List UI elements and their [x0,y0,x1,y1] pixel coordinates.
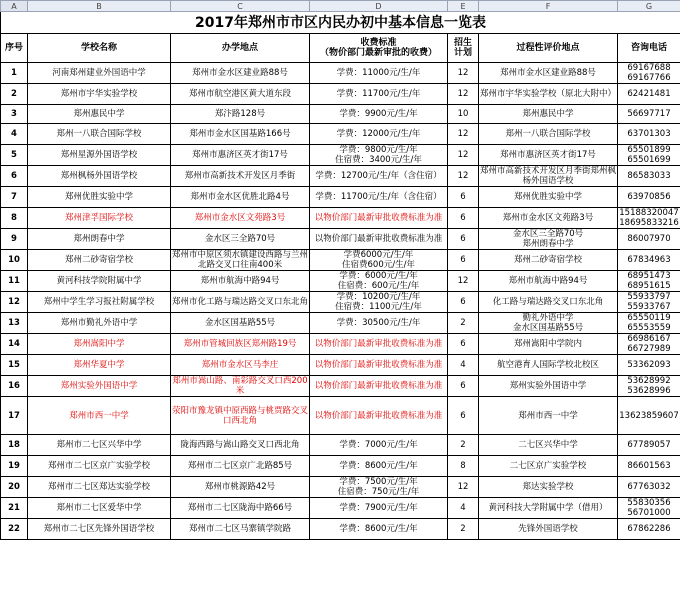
header-cell-phone[interactable]: 咨询电话 [618,34,680,63]
fee-standard-cell[interactable]: 以物价部门最新审批收费标准为准 [310,334,448,355]
enrollment-plan-cell[interactable]: 6 [448,250,479,271]
table-row [1,63,680,84]
school-name-cell[interactable]: 郑州中学生学习报社附属学校 [28,292,171,313]
school-address-cell[interactable]: 郑州市桃源路42号 [171,477,310,498]
row-number-cell[interactable]: 6 [1,166,28,187]
row-number-cell[interactable]: 3 [1,105,28,124]
enrollment-plan-cell[interactable]: 2 [448,519,479,540]
fee-standard-cell[interactable]: 学费：11000元/生/年 [310,63,448,84]
evaluation-location-cell[interactable]: 勤礼外语中学 金水区国基路55号 [479,313,618,334]
table-row [1,313,680,334]
evaluation-location-cell[interactable]: 航空港育人国际学校北校区 [479,355,618,376]
fee-standard-cell[interactable]: 学费：7900元/生/年 [310,498,448,519]
header-cell-plan[interactable]: 招生 计划 [448,34,479,63]
enrollment-plan-cell[interactable]: 12 [448,271,479,292]
school-name-cell[interactable]: 郑州津孚国际学校 [28,208,171,229]
enrollment-plan-cell[interactable]: 2 [448,435,479,456]
table-title[interactable]: 2017年郑州市市区内民办初中基本信息一览表 [1,12,680,34]
row-number-cell[interactable]: 18 [1,435,28,456]
evaluation-location-cell[interactable]: 郑州市高新技术开发区月季街郑州枫杨外国语学校 [480,166,617,186]
row-number-cell[interactable]: 17 [1,397,28,435]
row-number-cell[interactable]: 16 [1,376,28,397]
phone-number-cell[interactable]: 86583033 [618,166,680,187]
enrollment-plan-cell[interactable]: 6 [448,292,479,313]
column-letter-a[interactable]: A [1,1,28,12]
fee-standard-cell[interactable]: 学费：8600元/生/年 [310,519,448,540]
school-name-cell[interactable]: 郑州朗春中学 [28,229,171,250]
column-letter-g[interactable]: G [618,1,680,12]
evaluation-location-cell[interactable]: 郑州优胜实验中学 [479,187,618,208]
evaluation-location-cell[interactable]: 郑州市宇华实验学校（原北大附中） [479,84,618,105]
school-address-cell[interactable]: 陇海西路与嵩山路交叉口西北角 [171,435,310,456]
enrollment-plan-cell[interactable]: 6 [448,229,479,250]
evaluation-location-cell[interactable]: 二七区兴华中学 [479,435,618,456]
title-row [1,12,680,34]
table-row [1,229,680,250]
school-address-cell[interactable]: 郑州市金水区国基路166号 [171,124,310,145]
phone-number-cell[interactable]: 86601563 [618,456,680,477]
evaluation-location-cell[interactable]: 郑州一八联合国际学校 [479,124,618,145]
school-name-cell[interactable]: 郑州市二七区爱华中学 [28,498,171,519]
table-row [1,271,680,292]
row-number-cell[interactable]: 11 [1,271,28,292]
school-name-cell[interactable]: 郑州市宇华实验学校 [28,84,171,105]
enrollment-plan-cell[interactable]: 12 [448,124,479,145]
enrollment-plan-cell[interactable]: 6 [448,187,479,208]
enrollment-plan-cell[interactable]: 12 [448,166,479,187]
fee-standard-cell[interactable]: 学费：30500元/生/年 [310,313,448,334]
phone-number-cell[interactable]: 67789057 [618,435,680,456]
column-letter-e[interactable]: E [448,1,479,12]
row-number-cell[interactable]: 7 [1,187,28,208]
table-row [1,166,680,187]
fee-standard-cell[interactable]: 学费：11700元/生/年 [310,84,448,105]
school-address-cell[interactable]: 郑州市化工路与瑞达路交叉口东北角 [171,292,310,313]
school-name-cell[interactable]: 郑州华夏中学 [28,355,171,376]
evaluation-location-cell[interactable]: 郑州实验外国语中学 [479,376,618,397]
row-number-cell[interactable]: 2 [1,84,28,105]
phone-number-cell[interactable]: 53362093 [618,355,680,376]
enrollment-plan-cell[interactable]: 12 [448,477,479,498]
phone-number-cell[interactable]: 13623859607 [618,397,680,435]
enrollment-plan-cell[interactable]: 12 [448,145,479,166]
fee-standard-cell[interactable]: 以物价部门最新审批收费标准为准 [310,376,448,397]
fee-standard-cell[interactable]: 学费：7500元/生/年 住宿费：750元/生/年 [310,477,448,498]
row-number-cell[interactable]: 13 [1,313,28,334]
school-address-cell[interactable]: 郑州市惠济区英才街17号 [171,145,310,166]
fee-standard-cell[interactable]: 学费6000元/生/年 住宿费600元/生/年 [310,250,448,271]
fee-standard-cell[interactable]: 学费：7000元/生/年 [310,435,448,456]
row-number-cell[interactable]: 19 [1,456,28,477]
table-row [1,355,680,376]
evaluation-location-cell[interactable]: 郑州市航海中路94号 [479,271,618,292]
enrollment-plan-cell[interactable]: 12 [448,63,479,84]
header-row [1,34,680,63]
phone-number-cell[interactable]: 56697717 [618,105,680,124]
table-row [1,84,680,105]
phone-number-cell[interactable]: 15188320047 18695833216 [619,208,679,228]
table-row [1,334,680,355]
enrollment-plan-cell[interactable]: 6 [448,397,479,435]
fee-standard-cell[interactable]: 学费：8600元/生/年 [310,456,448,477]
table-row [1,456,680,477]
evaluation-location-cell[interactable]: 二七区京广实验学校 [479,456,618,477]
row-number-cell[interactable]: 15 [1,355,28,376]
row-number-cell[interactable]: 8 [1,208,28,229]
column-letter-c[interactable]: C [171,1,310,12]
fee-standard-cell[interactable]: 学费：11700元/生/年（含住宿） [310,187,448,208]
fee-standard-cell[interactable]: 学费：6000元/生/年 住宿费：600元/生/年 [310,271,448,292]
enrollment-plan-cell[interactable]: 12 [448,84,479,105]
row-number-cell[interactable]: 21 [1,498,28,519]
table-row [1,187,680,208]
fee-standard-cell[interactable]: 学费：12000元/生/年 [310,124,448,145]
school-address-cell[interactable]: 郑汴路128号 [171,105,310,124]
row-number-cell[interactable]: 5 [1,145,28,166]
enrollment-plan-cell[interactable]: 4 [448,498,479,519]
table-row [1,292,680,313]
evaluation-location-cell[interactable]: 郑州市西一中学 [479,397,618,435]
enrollment-plan-cell[interactable]: 4 [448,355,479,376]
school-name-cell[interactable]: 郑州市二七区兴华中学 [28,435,171,456]
row-number-cell[interactable]: 10 [1,250,28,271]
phone-number-cell[interactable]: 67834963 [618,250,680,271]
evaluation-location-cell[interactable]: 先锋外国语学校 [479,519,618,540]
row-number-cell[interactable]: 9 [1,229,28,250]
fee-standard-cell[interactable]: 学费：9800元/生/年 住宿费：3400元/生/年 [310,145,448,166]
header-cell-id[interactable]: 序号 [1,34,28,63]
evaluation-location-cell[interactable]: 郑州惠民中学 [479,105,618,124]
phone-number-cell[interactable]: 53628992 53628996 [618,376,680,397]
phone-number-cell[interactable]: 67763032 [618,477,680,498]
fee-standard-cell[interactable]: 以物价部门最新审批收费标准为准 [310,355,448,376]
school-name-cell[interactable]: 郑州枫杨外国语学校 [28,166,171,187]
row-number-cell[interactable]: 14 [1,334,28,355]
school-address-cell[interactable]: 郑州市二七区陇海中路66号 [171,498,310,519]
school-address-cell[interactable]: 郑州市中原区须水镇建设西路与兰州北路交叉口往南400米 [172,250,309,270]
school-name-cell[interactable]: 郑州惠民中学 [28,105,171,124]
row-number-cell[interactable]: 12 [1,292,28,313]
evaluation-location-cell[interactable]: 郑州市惠济区英才街17号 [479,145,618,166]
phone-number-cell[interactable]: 65501899 65501699 [618,145,680,166]
phone-number-cell[interactable]: 68951473 68951615 [618,271,680,292]
enrollment-plan-cell[interactable]: 2 [448,313,479,334]
school-address-cell[interactable]: 郑州市金水区建业路88号 [171,63,310,84]
school-name-cell[interactable]: 郑州星源外国语学校 [28,145,171,166]
school-name-cell[interactable]: 郑州市二七区京广实验学校 [28,456,171,477]
school-address-cell[interactable]: 郑州市嵩山路、南彩路交叉口西200米 [172,376,308,396]
enrollment-plan-cell[interactable]: 10 [448,105,479,124]
school-name-cell[interactable]: 郑州实验外国语中学 [28,376,171,397]
phone-number-cell[interactable]: 66986167 66727989 [618,334,680,355]
evaluation-location-cell[interactable]: 黄河科技大学附属中学（借用） [479,498,618,519]
school-name-cell[interactable]: 郑州市勤礼外语中学 [28,313,171,334]
phone-number-cell[interactable]: 86007970 [618,229,680,250]
evaluation-location-cell[interactable]: 金水区三全路70号 郑州朗春中学 [479,229,618,250]
school-name-cell[interactable]: 郑州市西一中学 [28,397,171,435]
school-name-cell[interactable]: 郑州一八联合国际学校 [28,124,171,145]
table-row [1,397,680,435]
fee-standard-cell[interactable]: 学费：10200元/生/年 住宿费：1100元/生/年 [310,292,448,313]
row-number-cell[interactable]: 20 [1,477,28,498]
school-address-cell[interactable]: 郑州市管城回族区郑州路19号 [171,334,310,355]
school-name-cell[interactable]: 黄河科技学院附属中学 [28,271,171,292]
evaluation-location-cell[interactable]: 郑州市金水区建业路88号 [479,63,618,84]
fee-standard-cell[interactable]: 以物价部门最新审批收费标准为准 [310,229,448,250]
school-address-cell[interactable]: 金水区国基路55号 [171,313,310,334]
row-number-cell[interactable]: 4 [1,124,28,145]
fee-standard-cell[interactable]: 学费：12700元/生/年（含住宿） [310,166,448,187]
school-name-cell[interactable]: 郑州优胜实验中学 [28,187,171,208]
phone-number-cell[interactable]: 63970856 [618,187,680,208]
enrollment-plan-cell[interactable]: 6 [448,208,479,229]
header-cell-fee[interactable]: 收费标准 （物价部门最新审批的收费） [310,34,448,63]
evaluation-location-cell[interactable]: 郑州嵩阳中学院内 [479,334,618,355]
fee-standard-cell[interactable]: 学费：9900元/生/年 [310,105,448,124]
row-number-cell[interactable]: 1 [1,63,28,84]
school-address-cell[interactable]: 郑州市二七区马寨镇学院路 [171,519,310,540]
school-address-cell[interactable]: 金水区三全路70号 [171,229,310,250]
enrollment-plan-cell[interactable]: 8 [448,456,479,477]
phone-number-cell[interactable]: 55933797 55933767 [618,292,680,313]
evaluation-location-cell[interactable]: 郑州市金水区文苑路3号 [479,208,618,229]
phone-number-cell[interactable]: 65550119 65553559 [618,313,680,334]
school-address-cell[interactable]: 郑州市航海中路94号 [171,271,310,292]
table-row [1,519,680,540]
fee-standard-cell[interactable]: 以物价部门最新审批收费标准为准 [310,208,448,229]
phone-number-cell[interactable]: 62421481 [618,84,680,105]
table-row [1,477,680,498]
header-cell-address[interactable]: 办学地点 [171,34,310,63]
fee-standard-cell[interactable]: 以物价部门最新审批收费标准为准 [310,397,448,435]
enrollment-plan-cell[interactable]: 6 [448,334,479,355]
school-name-cell[interactable]: 郑州市二七区先锋外国语学校 [28,519,171,540]
phone-number-cell[interactable]: 63701303 [618,124,680,145]
header-cell-eval[interactable]: 过程性评价地点 [479,34,618,63]
column-letter-d[interactable]: D [310,1,448,12]
school-address-cell[interactable]: 郑州市高新技术开发区月季街 [171,166,310,187]
school-name-cell[interactable]: 郑州市二七区郑达实验学校 [28,477,171,498]
school-name-cell[interactable]: 郑州嵩阳中学 [28,334,171,355]
column-letter-f[interactable]: F [479,1,618,12]
table-row [1,124,680,145]
school-name-cell[interactable]: 河南郑州建业外国语中学 [28,63,171,84]
evaluation-location-cell[interactable]: 郑达实验学校 [479,477,618,498]
table-row [1,498,680,519]
school-address-cell[interactable]: 郑州市二七区京广北路85号 [171,456,310,477]
header-cell-name[interactable]: 学校名称 [28,34,171,63]
enrollment-plan-cell[interactable]: 6 [448,376,479,397]
phone-number-cell[interactable]: 69167688 69167766 [618,63,680,84]
column-header-row [1,1,680,12]
table-row [1,250,680,271]
table-row [1,208,680,229]
school-address-cell[interactable]: 荥阳市豫龙镇中原西路与桃贾路交叉口西北角 [171,397,310,435]
school-address-cell[interactable]: 郑州市金水区文苑路3号 [171,208,310,229]
school-address-cell[interactable]: 郑州市航空港区黄大道东段 [171,84,310,105]
phone-number-cell[interactable]: 55830356 56701000 [618,498,680,519]
table-row [1,145,680,166]
evaluation-location-cell[interactable]: 郑州二砂寄宿学校 [479,250,618,271]
table-row [1,435,680,456]
phone-number-cell[interactable]: 67862286 [618,519,680,540]
school-address-cell[interactable]: 郑州市金水区优胜北路4号 [171,187,310,208]
evaluation-location-cell[interactable]: 化工路与瑞达路交叉口东北角 [479,292,618,313]
table-row [1,105,680,124]
school-address-cell[interactable]: 郑州市金水区马李庄 [171,355,310,376]
row-number-cell[interactable]: 22 [1,519,28,540]
column-letter-b[interactable]: B [28,1,171,12]
school-name-cell[interactable]: 郑州二砂寄宿学校 [28,250,171,271]
table-row [1,376,680,397]
